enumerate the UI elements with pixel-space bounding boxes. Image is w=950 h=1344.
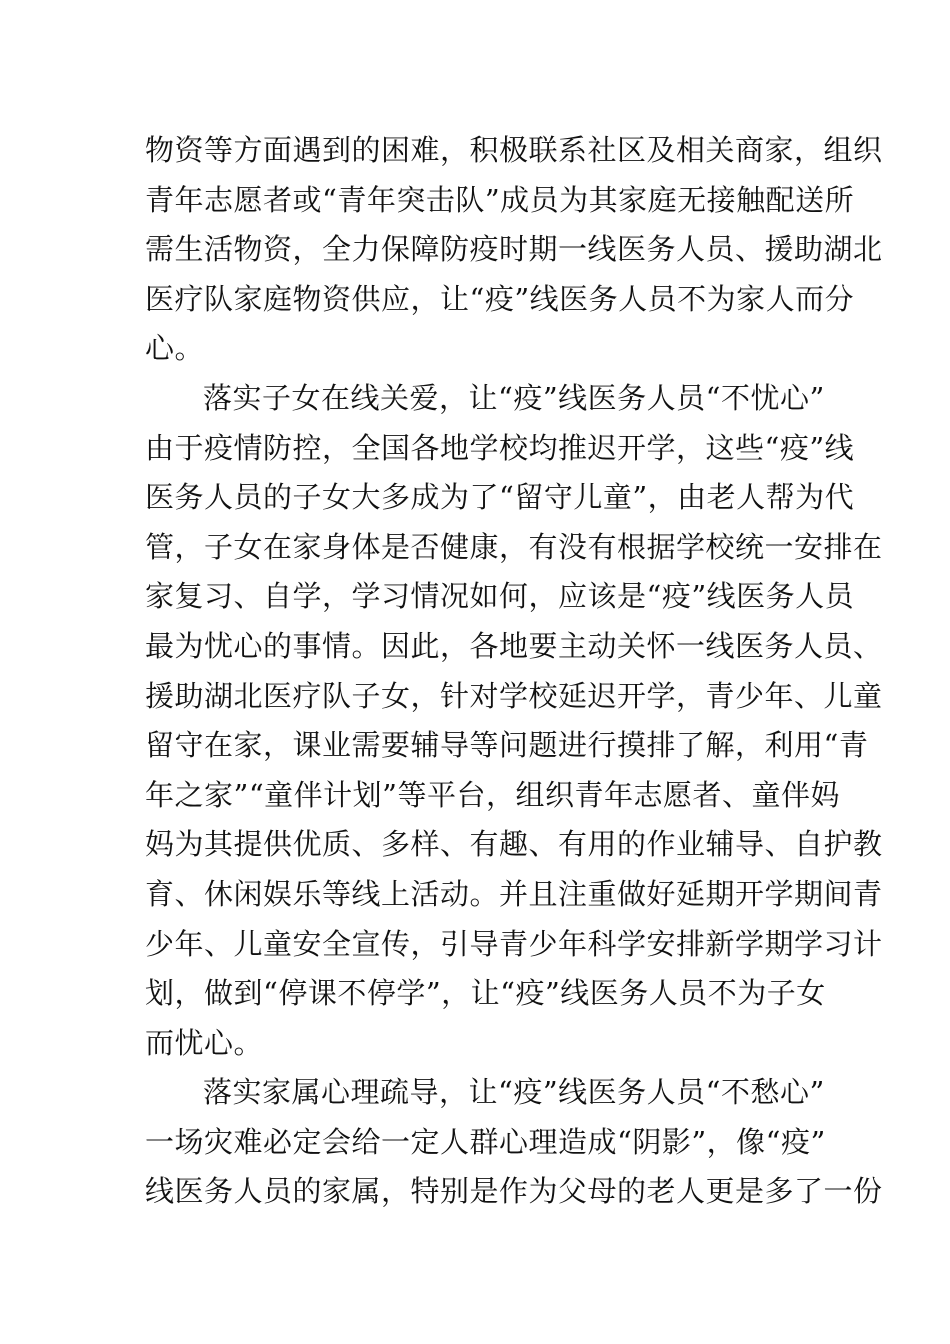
text-line: 心。	[145, 331, 205, 366]
text-line: 而忧心。	[145, 1025, 264, 1060]
section-heading-line: 落实子女在线关爱，让“疫”线医务人员“不忧心”	[203, 380, 825, 415]
text-line: 留守在家，课业需要辅导等问题进行摸排了解，利用“青	[145, 728, 869, 763]
text-line: 家复习、自学，学习情况如何，应该是“疫”线医务人员	[145, 579, 855, 614]
text-line: 线医务人员的家属，特别是作为父母的老人更是多了一份	[145, 1174, 883, 1209]
text-line: 需生活物资，全力保障防疫时期一线医务人员、援助湖北	[145, 232, 883, 267]
text-line: 由于疫情防控，全国各地学校均推迟开学，这些“疫”线	[145, 430, 855, 465]
text-line: 管，子女在家身体是否健康，有没有根据学校统一安排在	[145, 529, 883, 564]
text-line: 少年、儿童安全宣传，引导青少年科学安排新学期学习计	[145, 926, 883, 961]
text-line: 育、休闲娱乐等线上活动。并且注重做好延期开学期间青	[145, 876, 883, 911]
text-line: 医务人员的子女大多成为了“留守儿童”，由老人帮为代	[145, 480, 855, 515]
section-heading-line: 落实家属心理疏导，让“疫”线医务人员“不愁心”	[203, 1075, 825, 1110]
text-line: 最为忧心的事情。因此，各地要主动关怀一线医务人员、	[145, 628, 883, 663]
text-line: 物资等方面遇到的困难，积极联系社区及相关商家，组织	[145, 133, 883, 167]
text-line: 青年志愿者或“青年突击队”成员为其家庭无接触配送所	[145, 182, 855, 217]
text-line: 划，做到“停课不停学”，让“疫”线医务人员不为子女	[145, 976, 826, 1011]
body-text	[145, 126, 883, 1217]
text-line: 援助湖北医疗队子女，针对学校延迟开学，青少年、儿童	[145, 678, 883, 713]
text-line: 妈为其提供优质、多样、有趣、有用的作业辅导、自护教	[145, 827, 883, 862]
text-line: 医疗队家庭物资供应，让“疫”线医务人员不为家人而分	[145, 281, 855, 316]
text-line: 一场灾难必定会给一定人群心理造成“阴影”，像“疫”	[145, 1124, 826, 1159]
text-line: 年之家”“童伴计划”等平台，组织青年志愿者、童伴妈	[145, 777, 840, 812]
